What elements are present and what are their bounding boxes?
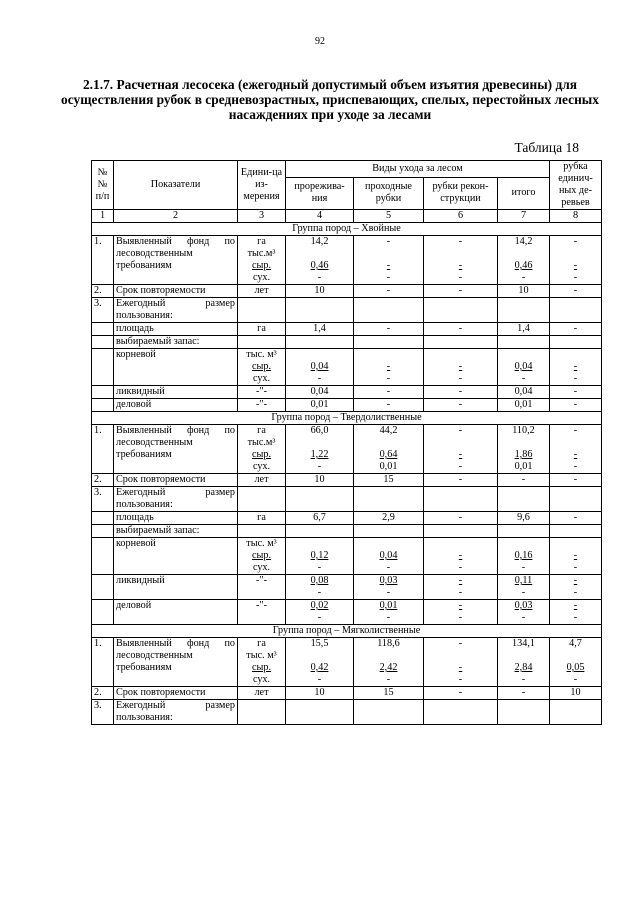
val-cell [354, 600, 424, 625]
val-dry: - [386, 272, 391, 283]
header-unit: Едини-ца из-мерения [238, 161, 286, 210]
group-title: Группа пород – Хвойные [92, 223, 602, 236]
val-cell: - [550, 399, 602, 412]
val-ha: 44,2 [379, 425, 398, 436]
val-cell [424, 575, 498, 600]
unit-years: лет [238, 474, 286, 487]
val-cell [550, 575, 602, 600]
val-b: - [317, 587, 322, 598]
annual-label-text: Ежегодный размер пользования: [116, 487, 235, 510]
group-row [92, 412, 602, 425]
val-b: - [521, 587, 526, 598]
val-raw: - [458, 449, 463, 460]
row-num: 2. [92, 474, 114, 487]
table-row [92, 399, 602, 412]
table-row [92, 687, 602, 700]
val-dry: - [458, 461, 463, 472]
header-indicator: Показатели [114, 161, 238, 210]
val-cell [424, 349, 498, 386]
table-row [92, 575, 602, 600]
val-a: - [573, 575, 578, 586]
val-cell: - [354, 399, 424, 412]
val-a: 0,03 [379, 575, 398, 586]
val-cell: - [354, 285, 424, 298]
val-a: - [573, 600, 578, 611]
val-raw: - [458, 260, 463, 271]
group-row [92, 625, 602, 638]
val-cell [286, 349, 354, 386]
header-total: итого [498, 177, 550, 209]
period-label: Срок повторяемости [114, 687, 238, 700]
val-raw: 0,42 [310, 662, 329, 673]
val-cell [424, 538, 498, 575]
val-ha: 134,1 [512, 638, 535, 649]
val-cell [286, 600, 354, 625]
header-row-1 [92, 161, 602, 178]
val-raw: - [573, 260, 578, 271]
table-row [92, 285, 602, 298]
val-dry: 0,01 [379, 461, 398, 472]
val-dry: 0,01 [514, 461, 533, 472]
val-b: - [458, 612, 463, 623]
stock-label: выбираемый запас: [114, 336, 238, 349]
val-cell: - [424, 386, 498, 399]
val-cell [550, 236, 602, 285]
col-number: 3 [238, 210, 286, 223]
val-dry: - [458, 674, 463, 685]
val-cell: 0,04 [286, 386, 354, 399]
val-cell: 10 [550, 687, 602, 700]
val-raw: 0,04 [379, 550, 398, 561]
table-row [92, 487, 602, 512]
val-cell: 15 [354, 474, 424, 487]
annual-label-text: Ежегодный размер пользования: [116, 700, 235, 723]
col-number: 7 [498, 210, 550, 223]
val-ha: - [573, 425, 578, 436]
val-cell [498, 236, 550, 285]
row-num: 3. [92, 700, 114, 725]
header-thinning: прорежива-ния [286, 177, 354, 209]
column-numbers-row [92, 210, 602, 223]
val-cell: 0,04 [498, 386, 550, 399]
val-cell [498, 349, 550, 386]
row-num: 2. [92, 285, 114, 298]
val-raw: - [573, 550, 578, 561]
business-label: деловой [114, 399, 238, 412]
val-b: - [317, 612, 322, 623]
row-num: 3. [92, 298, 114, 323]
val-dry: - [317, 272, 322, 283]
area-label: площадь [114, 512, 238, 525]
val-dry: - [573, 562, 578, 573]
val-cell: - [550, 512, 602, 525]
val-dry: - [458, 373, 463, 384]
table-row [92, 538, 602, 575]
col-number: 1 [92, 210, 114, 223]
root-label: корневой [114, 538, 238, 575]
val-cell [424, 600, 498, 625]
area-label: площадь [114, 323, 238, 336]
val-cell: - [424, 687, 498, 700]
val-a: - [458, 575, 463, 586]
table-row [92, 349, 602, 386]
unit-m3: тыс. м³ [246, 349, 277, 360]
table-row [92, 386, 602, 399]
val-cell [354, 638, 424, 687]
val-dry: - [573, 272, 578, 283]
unit-dry: сух. [252, 674, 271, 685]
cutting-area-table [91, 160, 602, 725]
val-cell: - [498, 474, 550, 487]
val-raw: 2,42 [379, 662, 398, 673]
val-cell: - [550, 474, 602, 487]
row-num: 1. [92, 236, 114, 285]
unit-m3: тыс.м³ [247, 248, 276, 259]
val-b: - [573, 612, 578, 623]
business-label: деловой [114, 600, 238, 625]
val-dry: - [317, 562, 322, 573]
val-cell: 0,01 [286, 399, 354, 412]
val-raw: 0,05 [566, 662, 585, 673]
val-cell [354, 349, 424, 386]
val-raw: 0,16 [514, 550, 533, 561]
val-cell [424, 425, 498, 474]
val-b: - [386, 612, 391, 623]
val-a: 0,02 [310, 600, 329, 611]
fund-label-text: Выявленный фонд по лесоводственным требованиям [116, 425, 235, 460]
table-row [92, 236, 602, 285]
val-ha: - [458, 425, 463, 436]
unit-ha: га [238, 512, 286, 525]
unit-cell [238, 638, 286, 687]
val-ha: 110,2 [512, 425, 535, 436]
val-cell: 10 [286, 474, 354, 487]
val-ha: 14,2 [310, 236, 329, 247]
val-cell [424, 236, 498, 285]
val-cell [550, 425, 602, 474]
unit-dry: сух. [252, 562, 271, 573]
unit-ha: га [257, 425, 266, 436]
val-raw: 1,22 [310, 449, 329, 460]
unit-cell [238, 236, 286, 285]
annual-label-text: Ежегодный размер пользования: [116, 298, 235, 321]
val-raw: 1,86 [514, 449, 533, 460]
period-label: Срок повторяемости [114, 285, 238, 298]
col-number: 4 [286, 210, 354, 223]
header-care-types: Виды ухода за лесом [286, 161, 550, 178]
val-raw: - [386, 361, 391, 372]
group-row [92, 223, 602, 236]
val-cell: - [424, 399, 498, 412]
val-ha: 66,0 [310, 425, 329, 436]
row-num: 1. [92, 425, 114, 474]
unit-raw: сыр. [251, 361, 271, 372]
table-row [92, 474, 602, 487]
val-cell: - [550, 323, 602, 336]
section-title: 2.1.7. Расчетная лесосека (ежегодный допустимый объем изъятия древесины) для осуществления рубок в средневозрастных, приспевающих, спелых, перестойных лесных насаждениях при уходе за лесами [61, 77, 599, 122]
val-cell [550, 538, 602, 575]
header-num: № № п/п [92, 161, 114, 210]
val-cell [286, 236, 354, 285]
val-raw: - [386, 260, 391, 271]
table-row [92, 425, 602, 474]
val-cell [498, 600, 550, 625]
val-cell: 0,01 [498, 399, 550, 412]
annual-label [114, 700, 238, 725]
val-dry: - [521, 674, 526, 685]
annual-label [114, 298, 238, 323]
unit-dry: сух. [252, 461, 271, 472]
col-number: 5 [354, 210, 424, 223]
val-cell: 2,9 [354, 512, 424, 525]
unit-ditto: -"- [238, 399, 286, 412]
val-cell [550, 600, 602, 625]
val-cell [550, 349, 602, 386]
val-ha: - [458, 236, 463, 247]
unit-years: лет [238, 687, 286, 700]
fund-label [114, 425, 238, 474]
val-raw: 0,64 [379, 449, 398, 460]
val-raw: - [458, 361, 463, 372]
val-dry: - [521, 562, 526, 573]
val-cell: - [354, 386, 424, 399]
unit-raw: сыр. [251, 449, 271, 460]
val-cell: - [424, 285, 498, 298]
val-raw: - [573, 361, 578, 372]
stock-label: выбираемый запас: [114, 525, 238, 538]
val-dry: - [573, 373, 578, 384]
val-cell [498, 538, 550, 575]
unit-m3: тыс.м³ [247, 437, 276, 448]
val-cell [354, 236, 424, 285]
val-a: 0,08 [310, 575, 329, 586]
val-a: 0,11 [514, 575, 533, 586]
unit-cell [238, 349, 286, 386]
unit-raw: сыр. [251, 260, 271, 271]
val-cell [498, 575, 550, 600]
table-row [92, 638, 602, 687]
col-number: 6 [424, 210, 498, 223]
fund-label [114, 236, 238, 285]
unit-cell [238, 538, 286, 575]
liquid-label: ликвидный [114, 575, 238, 600]
val-cell: - [354, 323, 424, 336]
val-dry: - [458, 272, 463, 283]
table-row [92, 298, 602, 323]
fund-label [114, 638, 238, 687]
val-a: 0,01 [379, 600, 398, 611]
val-dry: - [386, 674, 391, 685]
unit-ha: га [238, 323, 286, 336]
val-dry: - [458, 562, 463, 573]
val-dry: - [317, 461, 322, 472]
val-cell [354, 538, 424, 575]
row-num: 1. [92, 638, 114, 687]
val-raw: 0,12 [310, 550, 329, 561]
unit-m3: тыс. м³ [246, 538, 277, 549]
val-cell [424, 638, 498, 687]
row-num: 2. [92, 687, 114, 700]
unit-dry: сух. [252, 373, 271, 384]
liquid-label: ликвидный [114, 386, 238, 399]
table-row [92, 600, 602, 625]
val-dry: - [521, 373, 526, 384]
val-cell: - [498, 687, 550, 700]
val-dry: - [386, 562, 391, 573]
col-number: 8 [550, 210, 602, 223]
val-dry: - [521, 272, 526, 283]
val-b: - [386, 587, 391, 598]
header-reconstruction: рубки рекон-струкции [424, 177, 498, 209]
val-b: - [573, 587, 578, 598]
unit-ha: га [257, 638, 266, 649]
val-ha: 14,2 [514, 236, 533, 247]
val-a: 0,03 [514, 600, 533, 611]
unit-ditto: -"- [238, 600, 286, 625]
val-cell: - [424, 512, 498, 525]
col-number: 2 [114, 210, 238, 223]
val-b: - [458, 587, 463, 598]
val-raw: 0,46 [310, 260, 329, 271]
val-cell [354, 425, 424, 474]
val-cell [354, 575, 424, 600]
unit-raw: сыр. [251, 550, 271, 561]
val-raw: 2,84 [514, 662, 533, 673]
val-dry: - [573, 674, 578, 685]
fund-label-text: Выявленный фонд по лесоводственным требованиям [116, 638, 235, 673]
val-cell: 1,4 [286, 323, 354, 336]
table-row [92, 525, 602, 538]
unit-ditto: -"- [238, 386, 286, 399]
val-raw: 0,04 [514, 361, 533, 372]
val-ha: 4,7 [569, 638, 582, 649]
val-b: - [521, 612, 526, 623]
unit-years: лет [238, 285, 286, 298]
group-title: Группа пород – Твердолиственные [92, 412, 602, 425]
val-cell: 10 [286, 285, 354, 298]
val-ha: - [458, 638, 463, 649]
unit-cell [238, 425, 286, 474]
page-number: 92 [315, 36, 325, 47]
val-cell: - [550, 386, 602, 399]
table-caption: Таблица 18 [514, 140, 579, 155]
val-raw: - [573, 449, 578, 460]
val-cell: - [424, 474, 498, 487]
table-row [92, 700, 602, 725]
unit-m3: тыс. м³ [246, 650, 277, 661]
val-ha: 118,6 [377, 638, 400, 649]
fund-label-text: Выявленный фонд по лесоводственным требованиям [116, 236, 235, 271]
val-cell [498, 638, 550, 687]
header-passage: проходные рубки [354, 177, 424, 209]
unit-ditto: -"- [238, 575, 286, 600]
val-cell [286, 575, 354, 600]
val-ha: - [573, 236, 578, 247]
val-cell: 1,4 [498, 323, 550, 336]
header-single-trees: рубка единич-ных де-ревьев [550, 161, 602, 210]
table-row [92, 323, 602, 336]
period-label: Срок повторяемости [114, 474, 238, 487]
val-ha: - [386, 236, 391, 247]
val-raw: 0,04 [310, 361, 329, 372]
val-cell: 10 [286, 687, 354, 700]
group-title: Группа пород – Мягколиственные [92, 625, 602, 638]
val-cell: - [550, 285, 602, 298]
val-ha: 15,5 [310, 638, 329, 649]
val-cell [550, 638, 602, 687]
val-dry: - [573, 461, 578, 472]
val-raw: - [458, 662, 463, 673]
annual-label [114, 487, 238, 512]
val-dry: - [317, 373, 322, 384]
val-cell [498, 425, 550, 474]
table-row [92, 512, 602, 525]
val-cell: 6,7 [286, 512, 354, 525]
val-cell [286, 638, 354, 687]
val-raw: 0,46 [514, 260, 533, 271]
val-raw: - [458, 550, 463, 561]
unit-dry: сух. [252, 272, 271, 283]
val-a: - [458, 600, 463, 611]
val-cell: - [424, 323, 498, 336]
val-dry: - [386, 373, 391, 384]
val-cell: 9,6 [498, 512, 550, 525]
val-cell: 15 [354, 687, 424, 700]
val-cell [286, 425, 354, 474]
row-num: 3. [92, 487, 114, 512]
root-label: корневой [114, 349, 238, 386]
unit-ha: га [257, 236, 266, 247]
val-cell: 10 [498, 285, 550, 298]
val-dry: - [317, 674, 322, 685]
unit-raw: сыр. [251, 662, 271, 673]
table-row [92, 336, 602, 349]
val-cell [286, 538, 354, 575]
